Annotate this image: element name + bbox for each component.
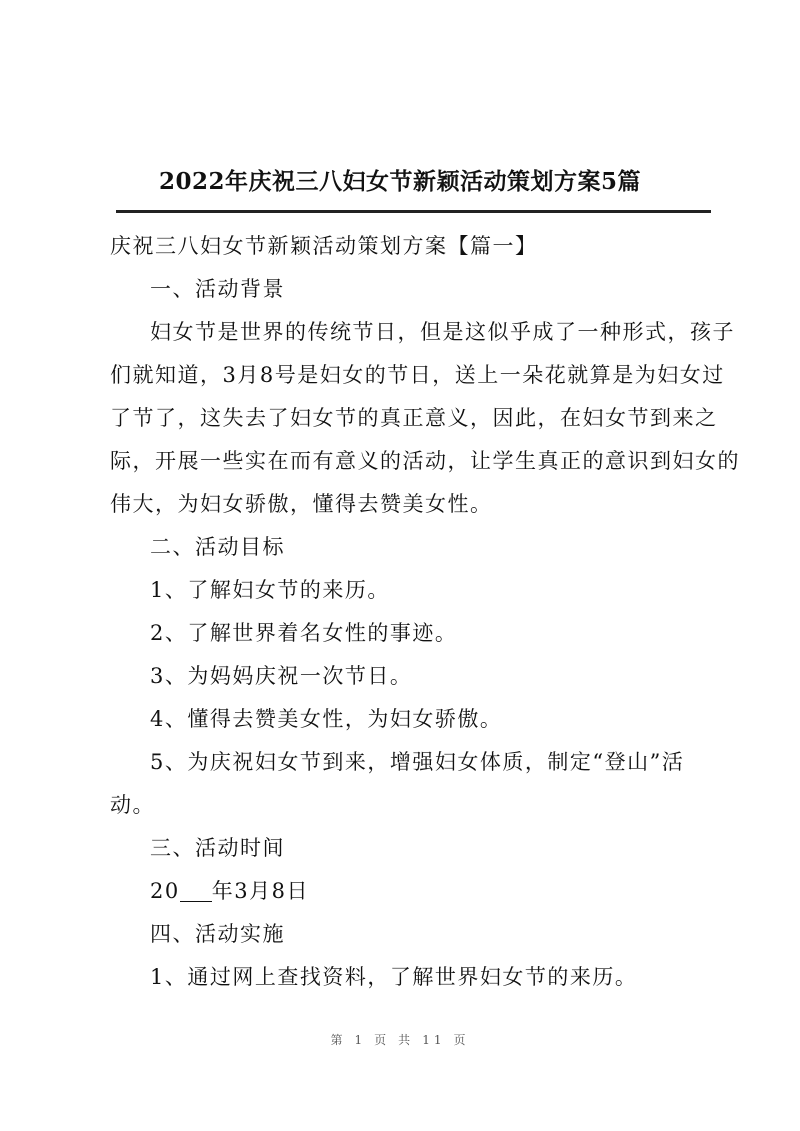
document-body bbox=[110, 225, 740, 999]
background-line: 们就知道，3月8号是妇女的节日，送上一朵花就算是为妇女过 bbox=[110, 363, 725, 387]
section-heading: 庆祝三八妇女节新颖活动策划方案【篇一】 bbox=[110, 234, 538, 258]
background-line: 了节了，这失去了妇女节的真正意义，因此，在妇女节到来之 bbox=[110, 406, 718, 430]
footer-total-pages: 11 bbox=[422, 1033, 446, 1047]
footer-page-unit: 页 bbox=[374, 1033, 391, 1047]
background-line: 伟大，为妇女骄傲，懂得去赞美女性。 bbox=[110, 492, 493, 516]
footer-page-label: 第 bbox=[330, 1033, 347, 1047]
goal-item-continuation: 动。 bbox=[110, 793, 155, 817]
date-blank bbox=[180, 877, 212, 902]
goal-item: 5、为庆祝妇女节到来，增强妇女体质，制定“登山”活 bbox=[150, 750, 685, 774]
activity-date bbox=[110, 870, 710, 913]
goal-item: 2、了解世界着名女性的事迹。 bbox=[150, 621, 458, 645]
goal-item: 4、懂得去赞美女性，为妇女骄傲。 bbox=[150, 707, 503, 731]
time-heading: 三、活动时间 bbox=[150, 836, 285, 860]
goal-item: 3、为妈妈庆祝一次节日。 bbox=[150, 664, 413, 688]
background-line: 际，开展一些实在而有意义的活动，让学生真正的意识到妇女的 bbox=[110, 449, 740, 473]
page-footer bbox=[0, 1031, 800, 1048]
background-line: 妇女节是世界的传统节日，但是这似乎成了一种形式，孩子 bbox=[150, 320, 735, 344]
date-suffix: 年3月8日 bbox=[211, 879, 309, 903]
footer-page-number: 1 bbox=[354, 1033, 367, 1047]
background-heading: 一、活动背景 bbox=[150, 277, 285, 301]
goal-item: 1、了解妇女节的来历。 bbox=[150, 578, 390, 602]
implementation-heading: 四、活动实施 bbox=[150, 922, 285, 946]
footer-total-unit: 页 bbox=[453, 1033, 470, 1047]
footer-total-label: 共 bbox=[398, 1033, 415, 1047]
page-title: 2022年庆祝三八妇女节新颖活动策划方案5篇 bbox=[158, 168, 642, 195]
title-divider bbox=[116, 210, 711, 213]
date-prefix: 20 bbox=[150, 879, 180, 903]
goals-heading: 二、活动目标 bbox=[150, 535, 285, 559]
implementation-item: 1、通过网上查找资料，了解世界妇女节的来历。 bbox=[150, 965, 638, 989]
